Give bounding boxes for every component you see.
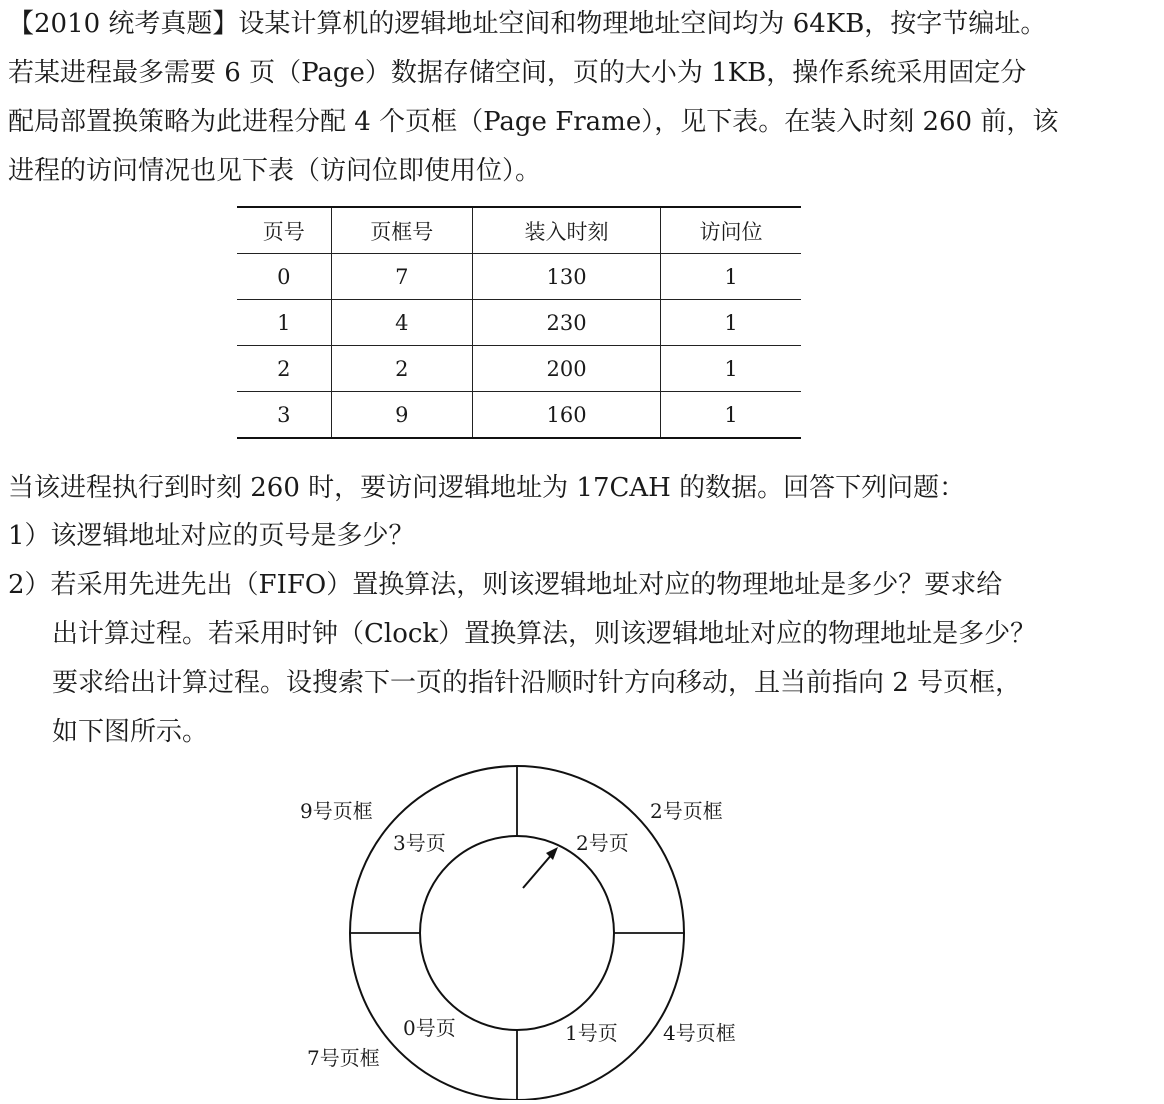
q2-line-3: 要求给出计算过程。设搜索下一页的指针沿顺时针方向移动，且当前指向 2 号页框，	[52, 668, 1022, 698]
cell-time: 160	[473, 392, 661, 439]
cell-page: 0	[237, 254, 331, 300]
q2-line-4: 如下图所示。	[52, 717, 209, 747]
cell-frame: 7	[331, 254, 473, 300]
cell-frame: 2	[331, 346, 473, 392]
intro-line-1: 【2010 统考真题】设某计算机的逻辑地址空间和物理地址空间均为 64KB，按字节编址。	[8, 9, 1047, 39]
cell-bit: 1	[661, 254, 801, 300]
inner-ring	[420, 836, 614, 1030]
page-table-header	[237, 207, 801, 254]
label-page-2: 2号页	[576, 831, 629, 855]
table-row	[237, 300, 801, 346]
label-frame-4: 4号页框	[663, 1021, 736, 1045]
label-page-3: 3号页	[393, 831, 446, 855]
cell-frame: 4	[331, 300, 473, 346]
header-access-bit: 访问位	[661, 207, 801, 254]
problem-intro	[8, 0, 1158, 196]
table-row	[237, 392, 801, 439]
cell-bit: 1	[661, 346, 801, 392]
table-row	[237, 254, 801, 300]
cell-time: 200	[473, 346, 661, 392]
question-2	[8, 561, 1158, 757]
header-load-time: 装入时刻	[473, 207, 661, 254]
intro-line-2: 若某进程最多需要 6 页（Page）数据存储空间，页的大小为 1KB，操作系统采用固定分	[8, 58, 1027, 88]
label-frame-2: 2号页框	[650, 799, 723, 823]
question-1: 1）该逻辑地址对应的页号是多少？	[8, 521, 415, 551]
cell-time: 130	[473, 254, 661, 300]
cell-frame: 9	[331, 392, 473, 439]
page-table	[237, 206, 801, 439]
cell-page: 1	[237, 300, 331, 346]
label-page-0: 0号页	[403, 1016, 456, 1040]
label-frame-9: 9号页框	[300, 799, 373, 823]
intro-line-3: 配局部置换策略为此进程分配 4 个页框（Page Frame），见下表。在装入时刻 260 前，该	[8, 107, 1059, 137]
q2-line-1: 2）若采用先进先出（FIFO）置换算法，则该逻辑地址对应的物理地址是多少？要求给	[8, 570, 1003, 600]
cell-page: 3	[237, 392, 331, 439]
table-row	[237, 346, 801, 392]
cell-time: 230	[473, 300, 661, 346]
clock-diagram	[280, 750, 800, 1100]
header-frame-number: 页框号	[331, 207, 473, 254]
header-page-number: 页号	[237, 207, 331, 254]
intro-line-4: 进程的访问情况也见下表（访问位即使用位）。	[8, 156, 542, 186]
label-page-1: 1号页	[565, 1021, 618, 1045]
q2-line-2: 出计算过程。若采用时钟（Clock）置换算法，则该逻辑地址对应的物理地址是多少？	[52, 619, 1037, 649]
cell-page: 2	[237, 346, 331, 392]
label-frame-7: 7号页框	[307, 1046, 380, 1070]
question-intro: 当该进程执行到时刻 260 时，要访问逻辑地址为 17CAH 的数据。回答下列问题：	[8, 473, 966, 503]
clock-pointer	[523, 853, 553, 888]
cell-bit: 1	[661, 300, 801, 346]
cell-bit: 1	[661, 392, 801, 439]
